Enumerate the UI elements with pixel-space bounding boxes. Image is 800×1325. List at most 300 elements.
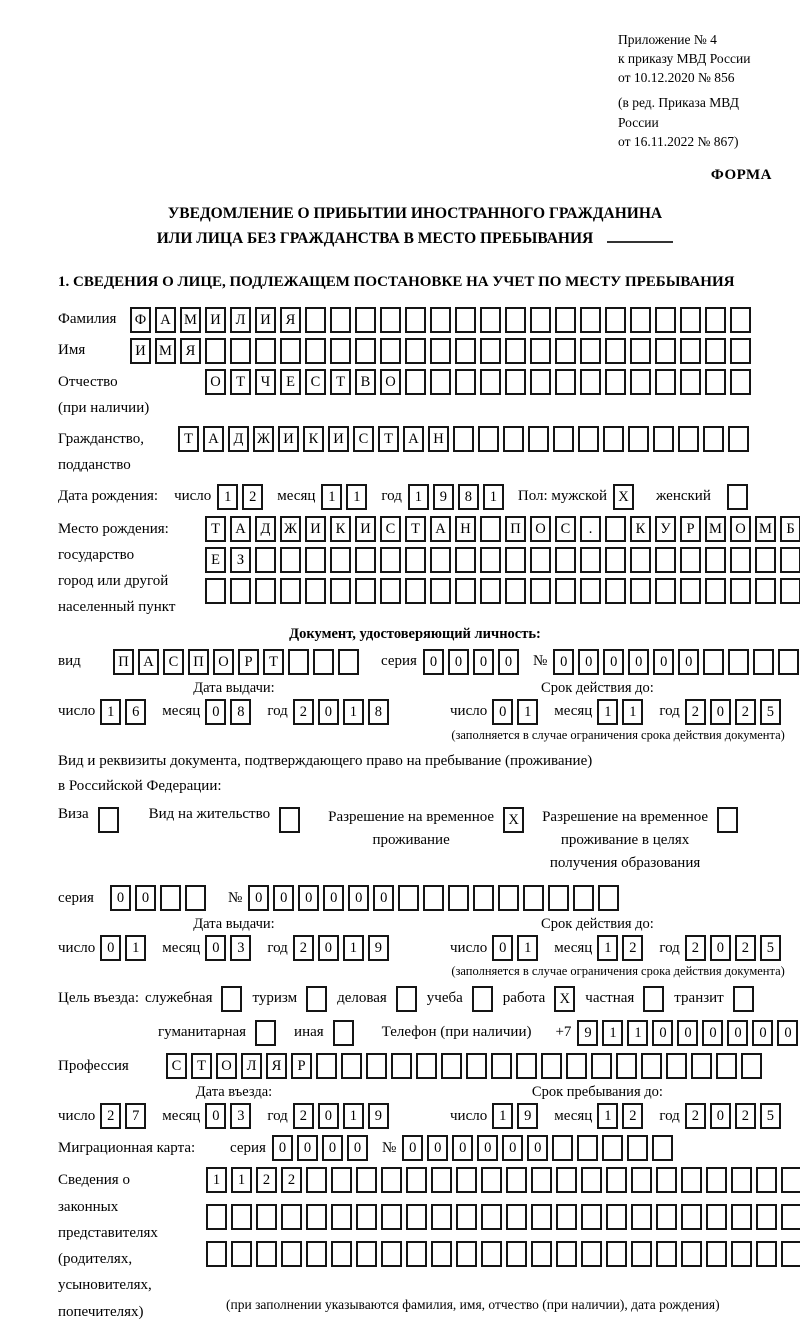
form-cell[interactable]	[728, 426, 749, 452]
form-cell[interactable]	[456, 1241, 477, 1267]
form-cell[interactable]	[603, 426, 624, 452]
form-cell[interactable]: М	[180, 307, 201, 333]
form-cell[interactable]	[555, 369, 576, 395]
form-cell[interactable]	[553, 426, 574, 452]
form-cell[interactable]	[730, 547, 751, 573]
form-cell[interactable]	[555, 338, 576, 364]
form-cell[interactable]	[331, 1167, 352, 1193]
form-cell[interactable]	[580, 547, 601, 573]
form-cell[interactable]: 2	[735, 935, 756, 961]
form-cell[interactable]	[431, 1167, 452, 1193]
form-cell[interactable]	[255, 547, 276, 573]
form-cell[interactable]: 9	[517, 1103, 538, 1129]
form-cell[interactable]	[705, 369, 726, 395]
form-cell[interactable]	[606, 1167, 627, 1193]
form-cell[interactable]	[466, 1053, 487, 1079]
form-cell[interactable]	[741, 1053, 762, 1079]
form-cell[interactable]: 0	[248, 885, 269, 911]
form-cell[interactable]: Ж	[253, 426, 274, 452]
form-cell[interactable]: 0	[205, 935, 226, 961]
form-cell[interactable]: 1	[343, 1103, 364, 1129]
form-cell[interactable]	[591, 1053, 612, 1079]
form-cell[interactable]	[731, 1167, 752, 1193]
form-cell[interactable]	[306, 1167, 327, 1193]
form-cell[interactable]	[405, 369, 426, 395]
form-cell[interactable]	[205, 578, 226, 604]
form-cell[interactable]	[505, 547, 526, 573]
form-cell[interactable]	[405, 578, 426, 604]
form-cell[interactable]	[627, 1135, 648, 1161]
form-cell[interactable]: А	[403, 426, 424, 452]
form-cell[interactable]	[580, 307, 601, 333]
form-cell[interactable]	[523, 885, 544, 911]
form-cell[interactable]: 0	[752, 1020, 773, 1046]
form-cell[interactable]	[630, 307, 651, 333]
form-cell[interactable]: 1	[602, 1020, 623, 1046]
form-cell[interactable]: Т	[230, 369, 251, 395]
form-cell[interactable]	[455, 338, 476, 364]
form-cell[interactable]	[643, 986, 664, 1012]
form-cell[interactable]: 0	[273, 885, 294, 911]
form-cell[interactable]	[381, 1204, 402, 1230]
form-cell[interactable]	[423, 885, 444, 911]
form-cell[interactable]	[530, 547, 551, 573]
form-cell[interactable]	[516, 1053, 537, 1079]
form-cell[interactable]: 2	[735, 699, 756, 725]
form-cell[interactable]: 7	[125, 1103, 146, 1129]
form-cell[interactable]: .	[580, 516, 601, 542]
form-cell[interactable]	[780, 547, 800, 573]
form-cell[interactable]: 1	[517, 935, 538, 961]
form-cell[interactable]: X	[554, 986, 575, 1012]
form-cell[interactable]: 0	[423, 649, 444, 675]
form-cell[interactable]	[530, 307, 551, 333]
form-cell[interactable]: З	[230, 547, 251, 573]
form-cell[interactable]	[641, 1053, 662, 1079]
form-cell[interactable]: 0	[318, 1103, 339, 1129]
form-cell[interactable]	[355, 547, 376, 573]
form-cell[interactable]: 2	[293, 1103, 314, 1129]
form-cell[interactable]	[505, 369, 526, 395]
form-cell[interactable]	[305, 578, 326, 604]
form-cell[interactable]: Т	[191, 1053, 212, 1079]
form-cell[interactable]	[480, 369, 501, 395]
form-cell[interactable]	[681, 1241, 702, 1267]
form-cell[interactable]	[753, 649, 774, 675]
form-cell[interactable]: М	[705, 516, 726, 542]
form-cell[interactable]: И	[305, 516, 326, 542]
form-cell[interactable]	[705, 547, 726, 573]
form-cell[interactable]	[396, 986, 417, 1012]
form-cell[interactable]	[731, 1204, 752, 1230]
form-cell[interactable]: Л	[241, 1053, 262, 1079]
form-cell[interactable]	[505, 578, 526, 604]
form-cell[interactable]: А	[155, 307, 176, 333]
form-cell[interactable]	[605, 547, 626, 573]
form-cell[interactable]: О	[213, 649, 234, 675]
form-cell[interactable]: 1	[597, 1103, 618, 1129]
form-cell[interactable]	[455, 578, 476, 604]
form-cell[interactable]: X	[613, 484, 634, 510]
form-cell[interactable]: 0	[452, 1135, 473, 1161]
form-cell[interactable]: Р	[680, 516, 701, 542]
form-cell[interactable]	[756, 1167, 777, 1193]
form-cell[interactable]: 8	[458, 484, 479, 510]
form-cell[interactable]	[606, 1241, 627, 1267]
form-cell[interactable]	[605, 369, 626, 395]
form-cell[interactable]: 3	[230, 1103, 251, 1129]
form-cell[interactable]: Я	[266, 1053, 287, 1079]
form-cell[interactable]: 1	[343, 699, 364, 725]
form-cell[interactable]	[281, 1204, 302, 1230]
form-cell[interactable]: 5	[760, 1103, 781, 1129]
form-cell[interactable]	[280, 338, 301, 364]
form-cell[interactable]	[355, 578, 376, 604]
form-cell[interactable]: С	[555, 516, 576, 542]
form-cell[interactable]: А	[430, 516, 451, 542]
form-cell[interactable]	[256, 1204, 277, 1230]
form-cell[interactable]: 0	[373, 885, 394, 911]
form-cell[interactable]	[380, 578, 401, 604]
form-cell[interactable]	[380, 307, 401, 333]
form-cell[interactable]	[581, 1167, 602, 1193]
form-cell[interactable]: 0	[427, 1135, 448, 1161]
form-cell[interactable]: О	[216, 1053, 237, 1079]
form-cell[interactable]	[528, 426, 549, 452]
form-cell[interactable]	[281, 1241, 302, 1267]
form-cell[interactable]	[481, 1204, 502, 1230]
form-cell[interactable]: 2	[100, 1103, 121, 1129]
form-cell[interactable]: 0	[110, 885, 131, 911]
form-cell[interactable]	[230, 338, 251, 364]
form-cell[interactable]	[431, 1204, 452, 1230]
form-cell[interactable]	[430, 547, 451, 573]
form-cell[interactable]	[380, 338, 401, 364]
form-cell[interactable]	[628, 426, 649, 452]
form-cell[interactable]: 2	[622, 1103, 643, 1129]
form-cell[interactable]: 1	[125, 935, 146, 961]
form-cell[interactable]	[598, 885, 619, 911]
form-cell[interactable]	[356, 1241, 377, 1267]
form-cell[interactable]: 1	[217, 484, 238, 510]
form-cell[interactable]	[498, 885, 519, 911]
form-cell[interactable]	[478, 426, 499, 452]
form-cell[interactable]	[355, 338, 376, 364]
form-cell[interactable]	[756, 1204, 777, 1230]
form-cell[interactable]	[730, 369, 751, 395]
form-cell[interactable]: 9	[368, 1103, 389, 1129]
form-cell[interactable]	[280, 578, 301, 604]
form-cell[interactable]: О	[530, 516, 551, 542]
form-cell[interactable]: 1	[483, 484, 504, 510]
form-cell[interactable]	[530, 578, 551, 604]
form-cell[interactable]	[727, 484, 748, 510]
form-cell[interactable]	[406, 1204, 427, 1230]
form-cell[interactable]: 2	[685, 935, 706, 961]
form-cell[interactable]: 0	[553, 649, 574, 675]
form-cell[interactable]	[391, 1053, 412, 1079]
form-cell[interactable]	[331, 1204, 352, 1230]
form-cell[interactable]	[706, 1241, 727, 1267]
form-cell[interactable]	[448, 885, 469, 911]
form-cell[interactable]: 0	[318, 699, 339, 725]
form-cell[interactable]	[331, 1241, 352, 1267]
form-cell[interactable]: 0	[205, 1103, 226, 1129]
form-cell[interactable]: Д	[255, 516, 276, 542]
form-cell[interactable]: П	[188, 649, 209, 675]
form-cell[interactable]: О	[205, 369, 226, 395]
form-cell[interactable]: 8	[368, 699, 389, 725]
form-cell[interactable]: 0	[498, 649, 519, 675]
form-cell[interactable]: 1	[100, 699, 121, 725]
form-cell[interactable]	[717, 807, 738, 833]
form-cell[interactable]: 2	[242, 484, 263, 510]
form-cell[interactable]	[755, 547, 776, 573]
form-cell[interactable]	[573, 885, 594, 911]
form-cell[interactable]	[456, 1167, 477, 1193]
form-cell[interactable]	[581, 1204, 602, 1230]
form-cell[interactable]	[728, 649, 749, 675]
form-cell[interactable]	[455, 307, 476, 333]
form-cell[interactable]: 2	[256, 1167, 277, 1193]
form-cell[interactable]	[405, 338, 426, 364]
form-cell[interactable]: 2	[685, 699, 706, 725]
form-cell[interactable]: 0	[298, 885, 319, 911]
form-cell[interactable]	[580, 578, 601, 604]
form-cell[interactable]	[630, 369, 651, 395]
form-cell[interactable]	[506, 1167, 527, 1193]
form-cell[interactable]	[631, 1241, 652, 1267]
form-cell[interactable]: 0	[322, 1135, 343, 1161]
form-cell[interactable]: И	[130, 338, 151, 364]
form-cell[interactable]	[313, 649, 334, 675]
form-cell[interactable]: X	[503, 807, 524, 833]
form-cell[interactable]: 0	[527, 1135, 548, 1161]
form-cell[interactable]	[306, 986, 327, 1012]
form-cell[interactable]	[430, 307, 451, 333]
form-cell[interactable]	[330, 578, 351, 604]
form-cell[interactable]: П	[113, 649, 134, 675]
form-cell[interactable]: 0	[492, 935, 513, 961]
form-cell[interactable]	[730, 338, 751, 364]
form-cell[interactable]: Н	[428, 426, 449, 452]
form-cell[interactable]	[680, 307, 701, 333]
form-cell[interactable]	[406, 1167, 427, 1193]
form-cell[interactable]	[503, 426, 524, 452]
form-cell[interactable]	[778, 649, 799, 675]
form-cell[interactable]: 0	[348, 885, 369, 911]
form-cell[interactable]: 0	[402, 1135, 423, 1161]
form-cell[interactable]: С	[353, 426, 374, 452]
form-cell[interactable]	[630, 547, 651, 573]
form-cell[interactable]: 0	[477, 1135, 498, 1161]
form-cell[interactable]	[705, 307, 726, 333]
form-cell[interactable]: С	[305, 369, 326, 395]
form-cell[interactable]	[681, 1167, 702, 1193]
form-cell[interactable]: Ж	[280, 516, 301, 542]
form-cell[interactable]: Т	[205, 516, 226, 542]
form-cell[interactable]: Я	[180, 338, 201, 364]
form-cell[interactable]: 0	[710, 699, 731, 725]
form-cell[interactable]	[491, 1053, 512, 1079]
form-cell[interactable]: И	[255, 307, 276, 333]
form-cell[interactable]	[730, 578, 751, 604]
form-cell[interactable]	[480, 516, 501, 542]
form-cell[interactable]	[472, 986, 493, 1012]
form-cell[interactable]	[366, 1053, 387, 1079]
form-cell[interactable]	[531, 1167, 552, 1193]
form-cell[interactable]	[330, 338, 351, 364]
form-cell[interactable]: 1	[622, 699, 643, 725]
form-cell[interactable]	[480, 578, 501, 604]
form-cell[interactable]: 0	[578, 649, 599, 675]
form-cell[interactable]: 0	[603, 649, 624, 675]
form-cell[interactable]: 0	[473, 649, 494, 675]
form-cell[interactable]	[531, 1204, 552, 1230]
form-cell[interactable]	[655, 369, 676, 395]
form-cell[interactable]	[456, 1204, 477, 1230]
form-cell[interactable]	[330, 547, 351, 573]
form-cell[interactable]: 1	[346, 484, 367, 510]
form-cell[interactable]	[678, 426, 699, 452]
form-cell[interactable]: Т	[378, 426, 399, 452]
form-cell[interactable]: 0	[272, 1135, 293, 1161]
form-cell[interactable]: О	[380, 369, 401, 395]
form-cell[interactable]	[381, 1241, 402, 1267]
form-cell[interactable]	[405, 547, 426, 573]
form-cell[interactable]	[231, 1241, 252, 1267]
form-cell[interactable]	[481, 1167, 502, 1193]
form-cell[interactable]: А	[138, 649, 159, 675]
form-cell[interactable]	[221, 986, 242, 1012]
form-cell[interactable]: 0	[318, 935, 339, 961]
form-cell[interactable]	[453, 426, 474, 452]
form-cell[interactable]: Р	[238, 649, 259, 675]
form-cell[interactable]	[602, 1135, 623, 1161]
form-cell[interactable]	[480, 547, 501, 573]
form-cell[interactable]: 2	[685, 1103, 706, 1129]
form-cell[interactable]: 1	[492, 1103, 513, 1129]
form-cell[interactable]: 5	[760, 935, 781, 961]
form-cell[interactable]	[338, 649, 359, 675]
form-cell[interactable]	[231, 1204, 252, 1230]
form-cell[interactable]: 2	[281, 1167, 302, 1193]
form-cell[interactable]	[256, 1241, 277, 1267]
form-cell[interactable]	[531, 1241, 552, 1267]
form-cell[interactable]	[656, 1204, 677, 1230]
form-cell[interactable]	[555, 578, 576, 604]
form-cell[interactable]: 0	[502, 1135, 523, 1161]
form-cell[interactable]: У	[655, 516, 676, 542]
form-cell[interactable]	[330, 307, 351, 333]
form-cell[interactable]	[781, 1167, 800, 1193]
form-cell[interactable]: Р	[291, 1053, 312, 1079]
form-cell[interactable]	[552, 1135, 573, 1161]
form-cell[interactable]: 0	[710, 935, 731, 961]
form-cell[interactable]: 0	[323, 885, 344, 911]
form-cell[interactable]: 0	[135, 885, 156, 911]
form-cell[interactable]	[406, 1241, 427, 1267]
form-cell[interactable]	[430, 578, 451, 604]
form-cell[interactable]: Б	[780, 516, 800, 542]
form-cell[interactable]: 6	[125, 699, 146, 725]
form-cell[interactable]	[733, 986, 754, 1012]
form-cell[interactable]	[756, 1241, 777, 1267]
form-cell[interactable]	[656, 1241, 677, 1267]
form-cell[interactable]: 1	[206, 1167, 227, 1193]
form-cell[interactable]: 1	[627, 1020, 648, 1046]
form-cell[interactable]: К	[630, 516, 651, 542]
form-cell[interactable]	[316, 1053, 337, 1079]
form-cell[interactable]: С	[380, 516, 401, 542]
form-cell[interactable]: 0	[492, 699, 513, 725]
form-cell[interactable]: Д	[228, 426, 249, 452]
form-cell[interactable]: 9	[577, 1020, 598, 1046]
form-cell[interactable]	[530, 369, 551, 395]
form-cell[interactable]	[616, 1053, 637, 1079]
form-cell[interactable]: И	[328, 426, 349, 452]
form-cell[interactable]	[341, 1053, 362, 1079]
form-cell[interactable]: Ф	[130, 307, 151, 333]
form-cell[interactable]	[288, 649, 309, 675]
form-cell[interactable]: С	[166, 1053, 187, 1079]
form-cell[interactable]	[578, 426, 599, 452]
form-cell[interactable]	[306, 1204, 327, 1230]
form-cell[interactable]: 1	[231, 1167, 252, 1193]
form-cell[interactable]	[605, 338, 626, 364]
form-cell[interactable]	[655, 547, 676, 573]
form-cell[interactable]	[730, 307, 751, 333]
form-cell[interactable]: 1	[408, 484, 429, 510]
form-cell[interactable]: П	[505, 516, 526, 542]
form-cell[interactable]	[655, 307, 676, 333]
form-cell[interactable]: 2	[293, 935, 314, 961]
form-cell[interactable]: К	[330, 516, 351, 542]
form-cell[interactable]	[580, 369, 601, 395]
form-cell[interactable]: 0	[448, 649, 469, 675]
form-cell[interactable]	[703, 426, 724, 452]
form-cell[interactable]	[653, 426, 674, 452]
form-cell[interactable]	[305, 307, 326, 333]
form-cell[interactable]	[680, 547, 701, 573]
form-cell[interactable]: Т	[405, 516, 426, 542]
form-cell[interactable]	[706, 1167, 727, 1193]
form-cell[interactable]: Т	[263, 649, 284, 675]
form-cell[interactable]: И	[205, 307, 226, 333]
form-cell[interactable]	[605, 516, 626, 542]
form-cell[interactable]	[430, 369, 451, 395]
form-cell[interactable]	[631, 1167, 652, 1193]
form-cell[interactable]	[780, 578, 800, 604]
form-cell[interactable]: 0	[347, 1135, 368, 1161]
form-cell[interactable]	[680, 578, 701, 604]
form-cell[interactable]: М	[155, 338, 176, 364]
form-cell[interactable]	[556, 1241, 577, 1267]
form-cell[interactable]: К	[303, 426, 324, 452]
form-cell[interactable]	[455, 369, 476, 395]
form-cell[interactable]: Н	[455, 516, 476, 542]
form-cell[interactable]: 0	[777, 1020, 798, 1046]
form-cell[interactable]: А	[230, 516, 251, 542]
form-cell[interactable]	[555, 307, 576, 333]
form-cell[interactable]: 1	[321, 484, 342, 510]
form-cell[interactable]	[205, 338, 226, 364]
form-cell[interactable]	[655, 338, 676, 364]
form-cell[interactable]	[333, 1020, 354, 1046]
form-cell[interactable]: Т	[178, 426, 199, 452]
form-cell[interactable]	[255, 338, 276, 364]
form-cell[interactable]: Ч	[255, 369, 276, 395]
